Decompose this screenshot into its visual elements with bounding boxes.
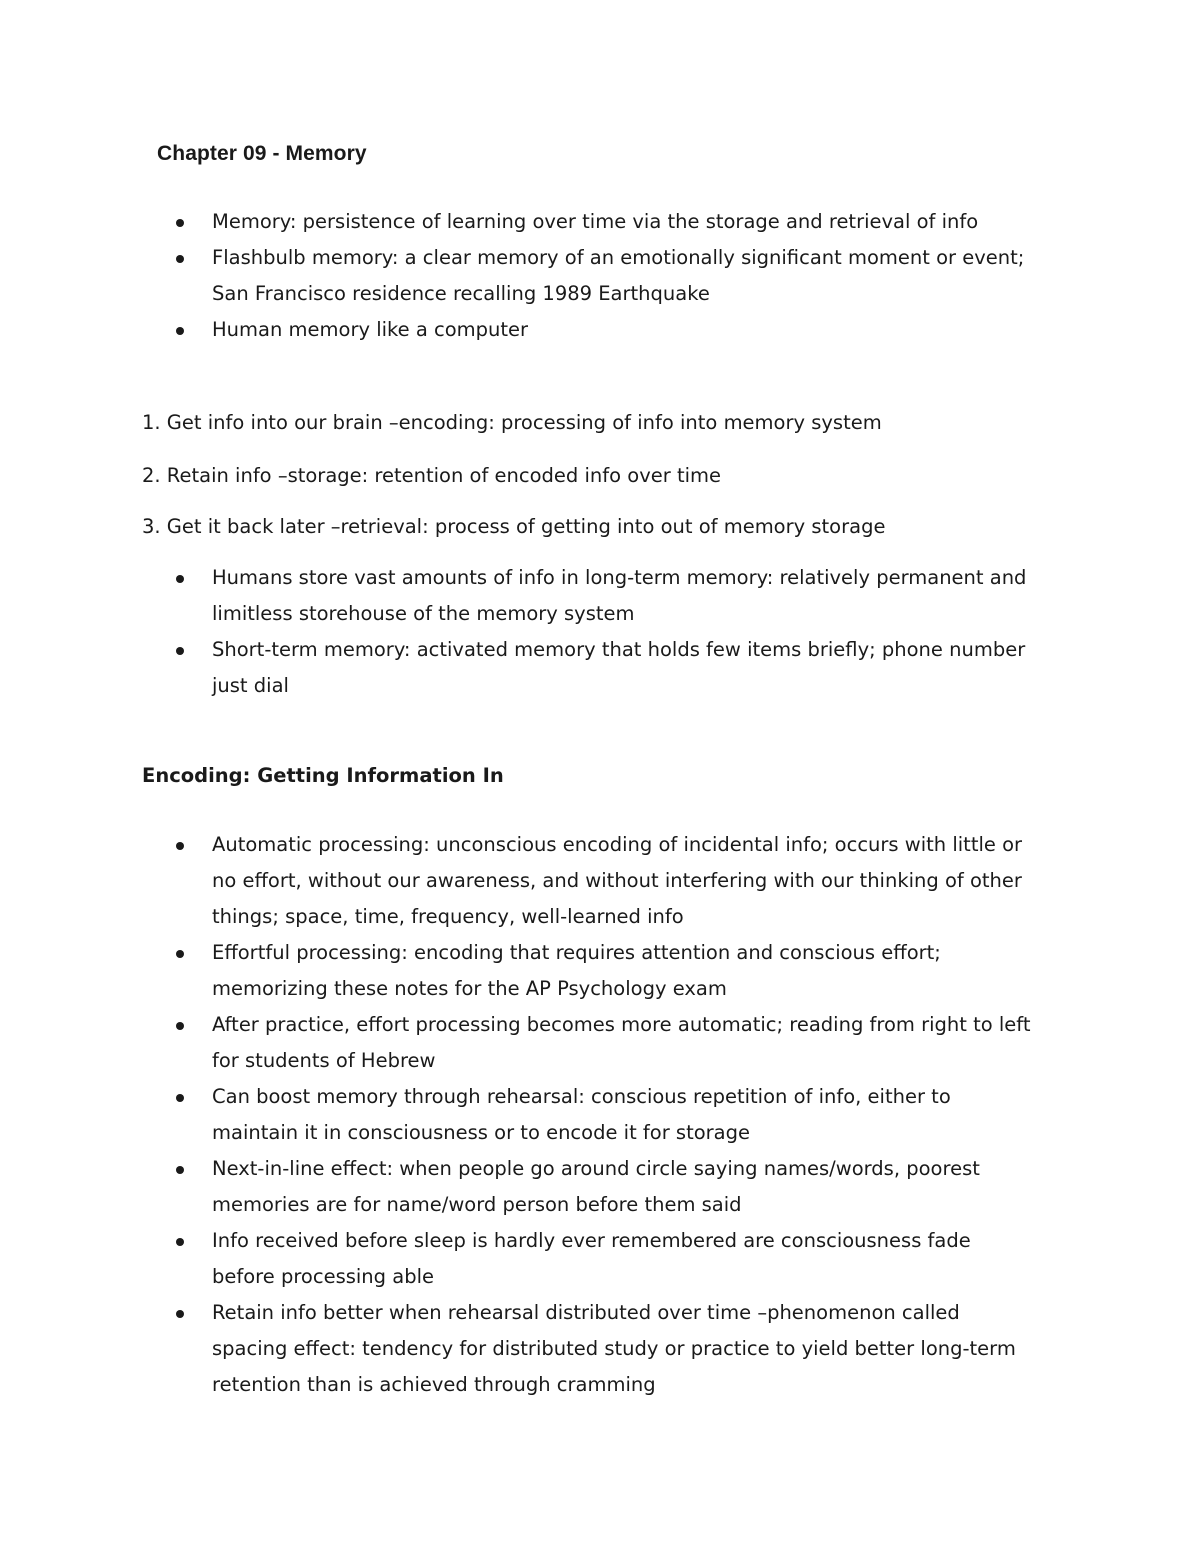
list-item-text: Flashbulb memory: a clear memory of an emotionally significant moment or event; San Francisco residence recalling 1989 Earthquake: [212, 246, 1025, 305]
list-item-text: Info received before sleep is hardly ever remembered are consciousness fade before processing able: [212, 1229, 971, 1288]
list-item-text: Memory: persistence of learning over time via the storage and retrieval of info: [212, 210, 979, 233]
list-item: [176, 1151, 1036, 1223]
memory-bullet-list: [176, 560, 1036, 704]
list-item: [176, 827, 1036, 935]
bullet-icon: [176, 575, 184, 583]
list-item: [176, 632, 1036, 704]
bullet-icon: [176, 1238, 184, 1246]
list-item: [176, 240, 1036, 312]
bullet-icon: [176, 647, 184, 655]
list-item: [176, 312, 1036, 348]
bullet-icon: [176, 950, 184, 958]
list-item: [176, 560, 1036, 632]
list-item-text: Humans store vast amounts of info in long-term memory: relatively permanent and limitless storehouse of the memory system: [212, 566, 1027, 625]
list-item: [176, 1007, 1036, 1079]
list-item-text: Next-in-line effect: when people go around circle saying names/words, poorest memories are for name/word person before them said: [212, 1157, 980, 1216]
list-item: [176, 1295, 1036, 1403]
list-item-text: Short-term memory: activated memory that holds few items briefly; phone number just dial: [212, 638, 1026, 697]
list-item-text: Automatic processing: unconscious encoding of incidental info; occurs with little or no effort, without our awareness, and without interfering with our thinking of other things; space, time, frequency, well-learned info: [212, 833, 1023, 928]
numbered-item-3: 3. Get it back later –retrieval: process of getting into out of memory storage: [142, 515, 886, 538]
bullet-icon: [176, 327, 184, 335]
list-item-text: Can boost memory through rehearsal: conscious repetition of info, either to maintain it in consciousness or to encode it for storage: [212, 1085, 951, 1144]
bullet-icon: [176, 842, 184, 850]
bullet-icon: [176, 1166, 184, 1174]
intro-bullet-list: [176, 204, 1036, 348]
bullet-icon: [176, 255, 184, 263]
numbered-item-1: 1. Get info into our brain –encoding: processing of info into memory system: [142, 411, 882, 434]
list-item-text: Human memory like a computer: [212, 318, 529, 341]
list-item: [176, 1079, 1036, 1151]
bullet-icon: [176, 1022, 184, 1030]
encoding-heading: Encoding: Getting Information In: [142, 764, 504, 787]
list-item: [176, 1223, 1036, 1295]
list-item-text: After practice, effort processing becomes more automatic; reading from right to left for students of Hebrew: [212, 1013, 1031, 1072]
list-item: [176, 935, 1036, 1007]
bullet-icon: [176, 1310, 184, 1318]
bullet-icon: [176, 1094, 184, 1102]
list-item: [176, 204, 1036, 240]
list-item-text: Retain info better when rehearsal distributed over time –phenomenon called spacing effect: tendency for distributed study or practice to yield better long-term retention than is achieved through cramming: [212, 1301, 1016, 1396]
encoding-bullet-list: [176, 827, 1036, 1403]
chapter-title: Chapter 09 - Memory: [157, 142, 367, 165]
numbered-item-2: 2. Retain info –storage: retention of encoded info over time: [142, 464, 722, 487]
bullet-icon: [176, 219, 184, 227]
list-item-text: Effortful processing: encoding that requires attention and conscious effort; memorizing these notes for the AP Psychology exam: [212, 941, 941, 1000]
